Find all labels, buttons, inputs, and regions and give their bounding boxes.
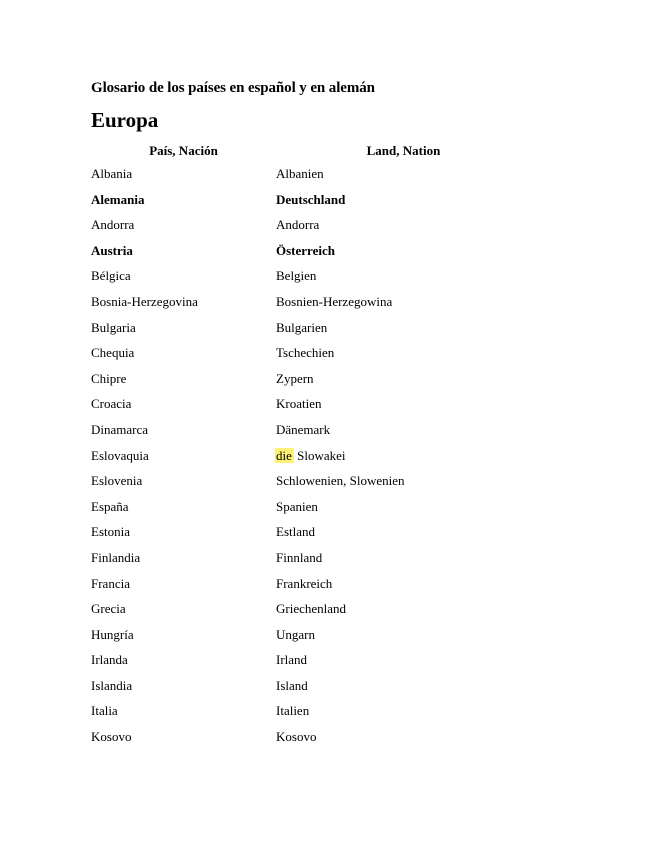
country-name-spanish: Estonia: [91, 524, 130, 540]
country-name-german: Bosnien-Herzegowina: [276, 293, 393, 309]
country-name-german: Andorra: [276, 217, 320, 233]
country-name-spanish: Chipre: [91, 370, 127, 386]
country-name-german: Frankreich: [276, 575, 333, 591]
country-name-spanish: Kosovo: [91, 729, 132, 745]
table-row: [0, 601, 655, 627]
country-name-german: Italien: [276, 703, 310, 719]
country-name-spanish: Finlandia: [91, 549, 141, 565]
country-name-german: Spanien: [276, 498, 318, 514]
table-row: [0, 268, 655, 294]
table-row: [0, 499, 655, 525]
country-name-spanish: Albania: [91, 166, 133, 181]
country-name-spanish: Eslovenia: [91, 473, 143, 489]
country-name-german: Estland: [276, 524, 315, 540]
country-name-german: Bulgarien: [276, 319, 328, 335]
table-row: [0, 345, 655, 371]
country-name-spanish: Dinamarca: [91, 421, 149, 437]
country-name-german: Island: [276, 677, 308, 693]
table-row: [0, 422, 655, 448]
table-row: [0, 550, 655, 576]
table-row: [0, 371, 655, 397]
country-name-spanish: Francia: [91, 575, 130, 591]
table-row: [0, 294, 655, 320]
country-name-german: Belgien: [276, 268, 317, 284]
country-table: [0, 166, 655, 755]
country-name-german: Tschechien: [276, 345, 335, 361]
country-name-german: Irland: [276, 652, 308, 668]
country-name-german: [276, 448, 346, 464]
table-row: [0, 627, 655, 653]
country-name-german: Zypern: [276, 370, 314, 386]
table-row: [0, 524, 655, 550]
country-name-german: Deutschland: [276, 191, 346, 207]
country-name-german: Dänemark: [276, 421, 331, 437]
document-title: Glosario de los países en español y en alemán: [91, 80, 375, 96]
country-name-spanish: España: [91, 498, 129, 514]
country-name-spanish: Bélgica: [91, 268, 131, 284]
country-name-spanish: Grecia: [91, 601, 126, 617]
country-name-spanish: Eslovaquia: [91, 447, 149, 463]
country-name-german-text: Slowakei: [297, 447, 346, 463]
table-row: [0, 473, 655, 499]
country-name-german: Österreich: [276, 242, 335, 258]
country-name-spanish: Islandia: [91, 677, 133, 693]
table-row: [0, 192, 655, 218]
country-name-german: Griechenland: [276, 601, 347, 617]
country-name-german: Kroatien: [276, 396, 322, 412]
country-name-spanish: Hungría: [91, 626, 134, 642]
country-name-spanish: Austria: [91, 242, 133, 258]
country-name-spanish: Andorra: [91, 217, 135, 233]
table-row: [0, 576, 655, 602]
country-name-german: Kosovo: [276, 729, 317, 745]
table-row: [0, 166, 655, 192]
highlighted-article: die: [276, 447, 292, 463]
table-row: [0, 396, 655, 422]
table-row: [0, 243, 655, 269]
country-name-spanish: Alemania: [91, 191, 145, 207]
table-row: [0, 320, 655, 346]
country-name-spanish: Bulgaria: [91, 319, 136, 335]
table-row: [0, 652, 655, 678]
country-name-german: Albanien: [276, 166, 324, 181]
country-name-german: Ungarn: [276, 626, 315, 642]
country-name-spanish: Croacia: [91, 396, 132, 412]
table-row: [0, 703, 655, 729]
table-row: [0, 448, 655, 474]
country-name-german: Schlowenien, Slowenien: [276, 473, 405, 489]
column-header-spanish: País, Nación: [149, 143, 218, 158]
country-name-spanish: Bosnia-Herzegovina: [91, 293, 198, 309]
country-name-spanish: Irlanda: [91, 652, 128, 668]
table-row: [0, 217, 655, 243]
column-header-german: Land, Nation: [366, 143, 441, 158]
country-name-spanish: Italia: [91, 703, 118, 719]
section-heading: Europa: [91, 108, 159, 132]
table-row: [0, 729, 655, 755]
country-name-spanish: Chequia: [91, 345, 135, 361]
table-row: [0, 678, 655, 704]
country-name-german: Finnland: [276, 549, 323, 565]
